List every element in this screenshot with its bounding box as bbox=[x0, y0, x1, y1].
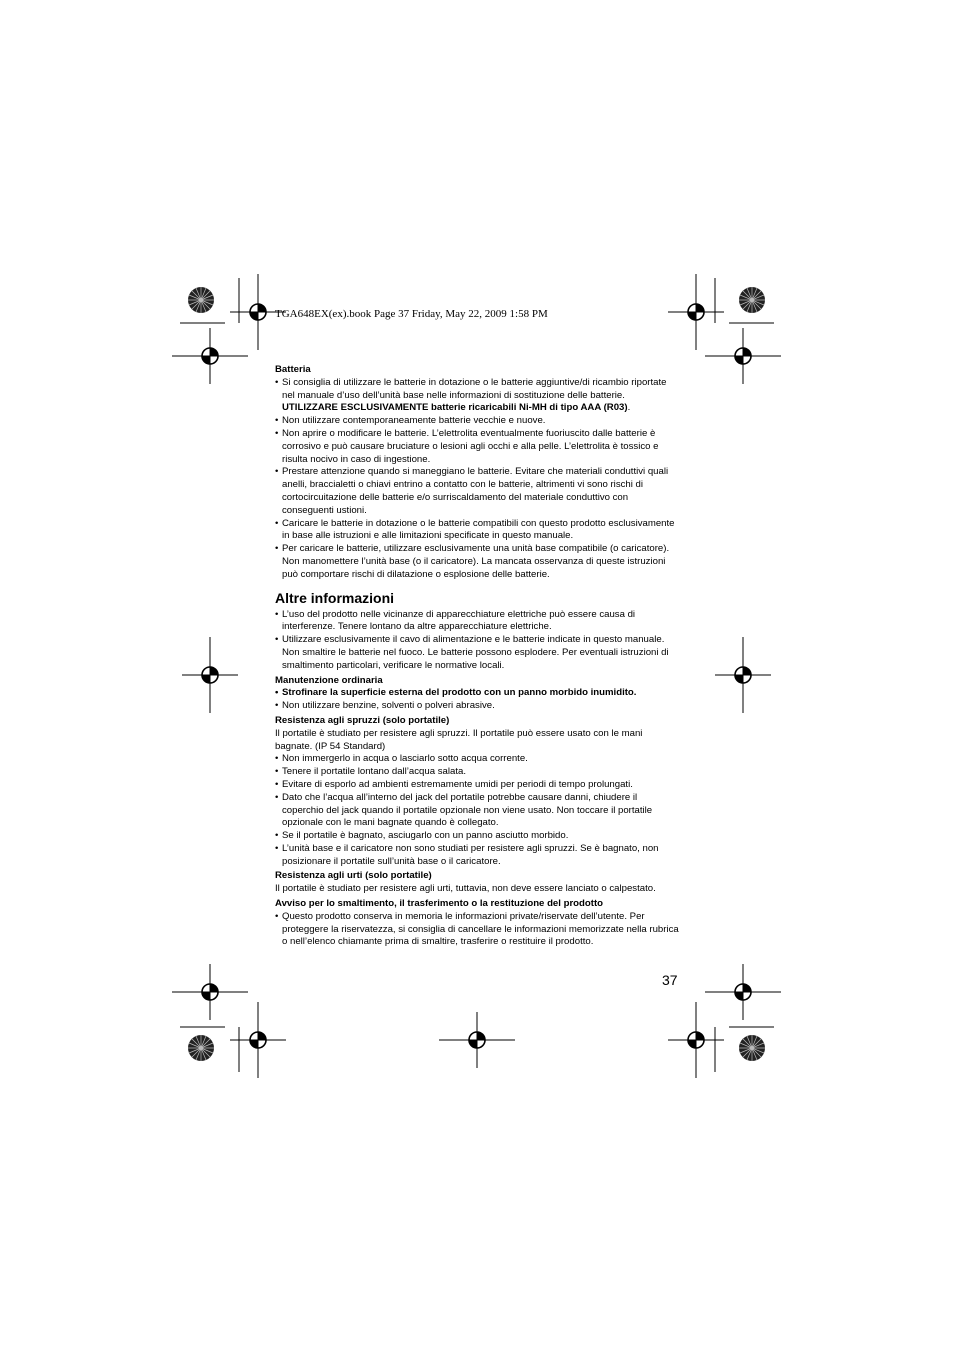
list-item: • Caricare le batterie in dotazione o le batterie compatibili con questo prodotto esclusivamente in base alle istruzioni e alle limitazioni specificate in questo manuale. bbox=[275, 518, 680, 544]
list-item: • Per caricare le batterie, utilizzare esclusivamente una unità base compatibile (o caricatore). Non manomettere l’unità base (o il caricatore). La mancata osservanza di queste istruzioni può comportare rischi di dilatazione o esplosione delle batterie. bbox=[275, 543, 680, 581]
battery-warning: UTILIZZARE ESCLUSIVAMENTE batterie ricaricabili Ni-MH di tipo AAA (R03) bbox=[282, 402, 628, 414]
reg-mark-left bbox=[182, 637, 238, 713]
crop-mark-bottom-right bbox=[668, 964, 781, 1078]
list-item: • Evitare di esporlo ad ambienti estremamente umidi per periodi di tempo prolungati. bbox=[275, 779, 680, 792]
list-item: • Questo prodotto conserva in memoria le informazioni private/riservate dell’utente. Per proteggere la riservatezza, si consiglia di cancellare le informazioni memorizzate nella rubrica o nell’elenco chiamante prima di smaltire, trasferire o restituire il prodotto. bbox=[275, 911, 680, 949]
list-item: • Se il portatile è bagnato, asciugarlo con un panno asciutto morbido. bbox=[275, 830, 680, 843]
reg-mark-right bbox=[715, 637, 771, 713]
section-heading-disposal: Avviso per lo smaltimento, il trasferimento o la restituzione del prodotto bbox=[275, 898, 604, 910]
reg-mark-bottom bbox=[439, 1012, 515, 1068]
list-item: • Non immergerlo in acqua o lasciarlo sotto acqua corrente. bbox=[275, 753, 680, 766]
list-item: • Non utilizzare contemporaneamente batterie vecchie e nuove. bbox=[275, 415, 680, 428]
section-heading-battery: Batteria bbox=[275, 364, 311, 375]
crop-mark-top-left bbox=[172, 274, 286, 384]
crop-mark-bottom-left bbox=[172, 964, 286, 1078]
crop-mark-top-right bbox=[668, 274, 781, 384]
list-item: • Dato che l’acqua all’interno del jack del portatile potrebbe causare danni, chiudere il coperchio del jack quando il portatile opzionale non viene usato. Non toccare il portatile opzionale con le mani bagnate quando è collegato. bbox=[275, 792, 680, 830]
page-number: 37 bbox=[662, 972, 678, 988]
list-item: • Non aprire o modificare le batterie. L’elettrolita eventualmente fuoriuscito dalle batterie è corrosivo e può causare bruciature o lesioni agli occhi e alla pelle. L’elettrolita è tossico e risulta nocivo in caso di ingestione. bbox=[275, 428, 680, 466]
list-item: • Utilizzare esclusivamente il cavo di alimentazione e le batterie indicate in questo manuale. Non smaltire le batterie nel fuoco. Le batterie possono esplodere. Per eventuali istruzioni di smaltimento particolari, verificare le normative locali. bbox=[275, 634, 680, 672]
book-header: TGA648EX(ex).book Page 37 Friday, May 22, 2009 1:58 PM bbox=[275, 308, 548, 320]
section-title-other: Altre informazioni bbox=[275, 589, 395, 606]
page-content bbox=[275, 362, 680, 949]
list-item: • L’uso del prodotto nelle vicinanze di apparecchiature elettriche può essere causa di interferenze. Tenere lontano da altre apparecchiature elettriche. bbox=[275, 609, 680, 635]
list-item: • Tenere il portatile lontano dall’acqua salata. bbox=[275, 766, 680, 779]
list-item: • L’unità base e il caricatore non sono studiati per resistere agli spruzzi. Se è bagnato, non posizionare il portatile sull’unità base o il caricatore. bbox=[275, 843, 680, 869]
paragraph: Il portatile è studiato per resistere agli spruzzi. Il portatile può essere usato con le mani bagnate. (IP 54 Standard) bbox=[275, 727, 643, 752]
section-heading-shock: Resistenza agli urti (solo portatile) bbox=[275, 870, 432, 882]
paragraph: Il portatile è studiato per resistere agli urti, tuttavia, non deve essere lanciato o calpestato. bbox=[275, 883, 656, 895]
list-item: • Strofinare la superficie esterna del prodotto con un panno morbido inumidito. bbox=[275, 687, 680, 700]
section-heading-splash: Resistenza agli spruzzi (solo portatile) bbox=[275, 714, 450, 726]
list-item: • Si consiglia di utilizzare le batterie in dotazione o le batterie aggiuntive/di ricambio riportate nel manuale d’uso dell’unità base nelle informazioni di sostituzione delle batterie. UTILIZZARE ESCLUSIVAMENTE batterie ricaricabili Ni-MH di tipo AAA (R03). bbox=[275, 377, 680, 415]
section-heading-maintenance: Manutenzione ordinaria bbox=[275, 674, 383, 686]
list-item: • Prestare attenzione quando si maneggiano le batterie. Evitare che materiali conduttivi quali anelli, braccialetti o chiavi entrino a contatto con le batterie, altrimenti vi sono rischi di cortocircuitazione delle batterie e/o surriscaldamento del materiale conduttivo con conseguenti ustioni. bbox=[275, 466, 680, 517]
list-item: • Non utilizzare benzine, solventi o polveri abrasive. bbox=[275, 700, 680, 713]
